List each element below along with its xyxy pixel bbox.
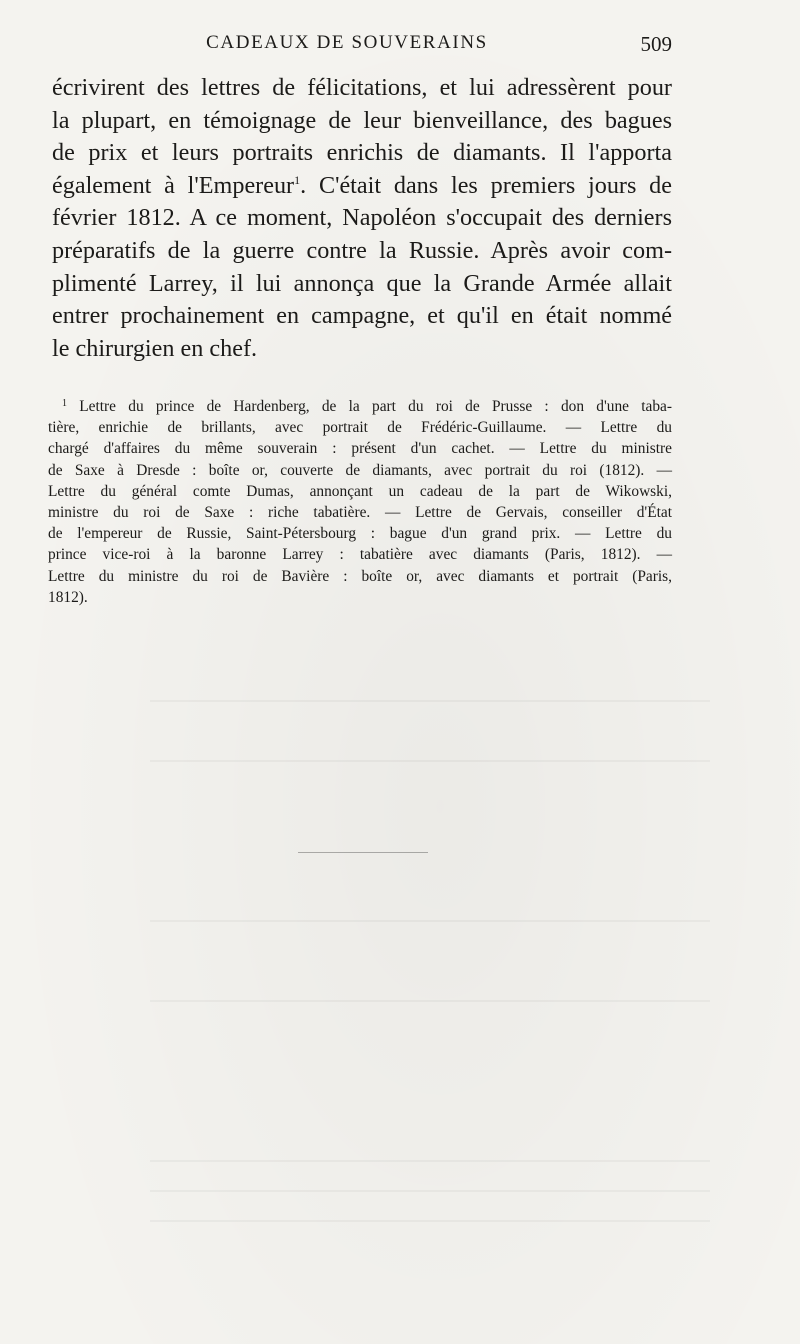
text-line: plimenté Larrey, il lui annonça que la Grande Armée allait (52, 269, 672, 297)
footnote-line: 1812). (48, 588, 88, 606)
running-title: CADEAUX DE SOUVERAINS (206, 32, 488, 53)
footnote-line: prince vice-roi à la baronne Larrey : tabatière avec diamants (Paris, 1812). — (48, 546, 672, 564)
footnote-text: Lettre du prince de Hardenberg, de la part du roi de Prusse : don d'une taba- (79, 398, 672, 415)
footnote-line: tière, enrichie de brillants, avec portrait de Frédéric-Guillaume. — Lettre du (48, 419, 672, 437)
footnote (48, 396, 672, 608)
show-through-line (150, 920, 710, 922)
text-line: préparatifs de la guerre contre la Russie. Après avoir com- (52, 236, 672, 264)
text-line-with-note (52, 170, 672, 203)
footnote-line: de l'empereur de Russie, Saint-Pétersbourg : bague d'un grand prix. — Lettre du (48, 525, 672, 543)
text-line: de prix et leurs portraits enrichis de diamants. Il l'apporta (52, 139, 672, 167)
show-through-line (150, 1160, 710, 1162)
page-number: 509 (640, 32, 672, 56)
footnote-line (48, 396, 672, 417)
running-head (52, 30, 672, 58)
footnote-line: Lettre du ministre du roi de Bavière : boîte or, avec diamants et portrait (Paris, (48, 567, 672, 585)
footnote-marker: 1 (62, 398, 67, 409)
show-through-line (150, 700, 710, 702)
footnote-line: chargé d'affaires du même souverain : présent d'un cachet. — Lettre du ministre (48, 440, 672, 458)
text-line: février 1812. A ce moment, Napoléon s'occupait des derniers (52, 204, 672, 232)
show-through-line (150, 1000, 710, 1002)
text-segment: également à l'Empereur (52, 171, 295, 199)
show-through-rule (298, 852, 428, 853)
text-segment: . C'était dans les premiers jours de (300, 171, 672, 199)
footnote-line: ministre du roi de Saxe : riche tabatière. — Lettre de Gervais, conseiller d'État (48, 504, 672, 522)
footnote-reference: 1 (294, 172, 301, 187)
show-through-line (150, 1220, 710, 1222)
body-paragraph (52, 72, 672, 365)
footnote-line: Lettre du général comte Dumas, annonçant un cadeau de la part de Wikowski, (48, 482, 672, 500)
text-line: écrivirent des lettres de félicitations, et lui adressèrent pour (52, 74, 672, 101)
show-through-line (150, 760, 710, 762)
text-line: le chirurgien en chef. (52, 334, 258, 362)
footnote-line: de Saxe à Dresde : boîte or, couverte de diamants, avec portrait du roi (1812). — (48, 461, 672, 479)
text-line: la plupart, en témoignage de leur bienveillance, des bagues (52, 106, 672, 134)
text-line: entrer prochainement en campagne, et qu'il en était nommé (52, 302, 672, 330)
show-through-line (150, 1190, 710, 1192)
